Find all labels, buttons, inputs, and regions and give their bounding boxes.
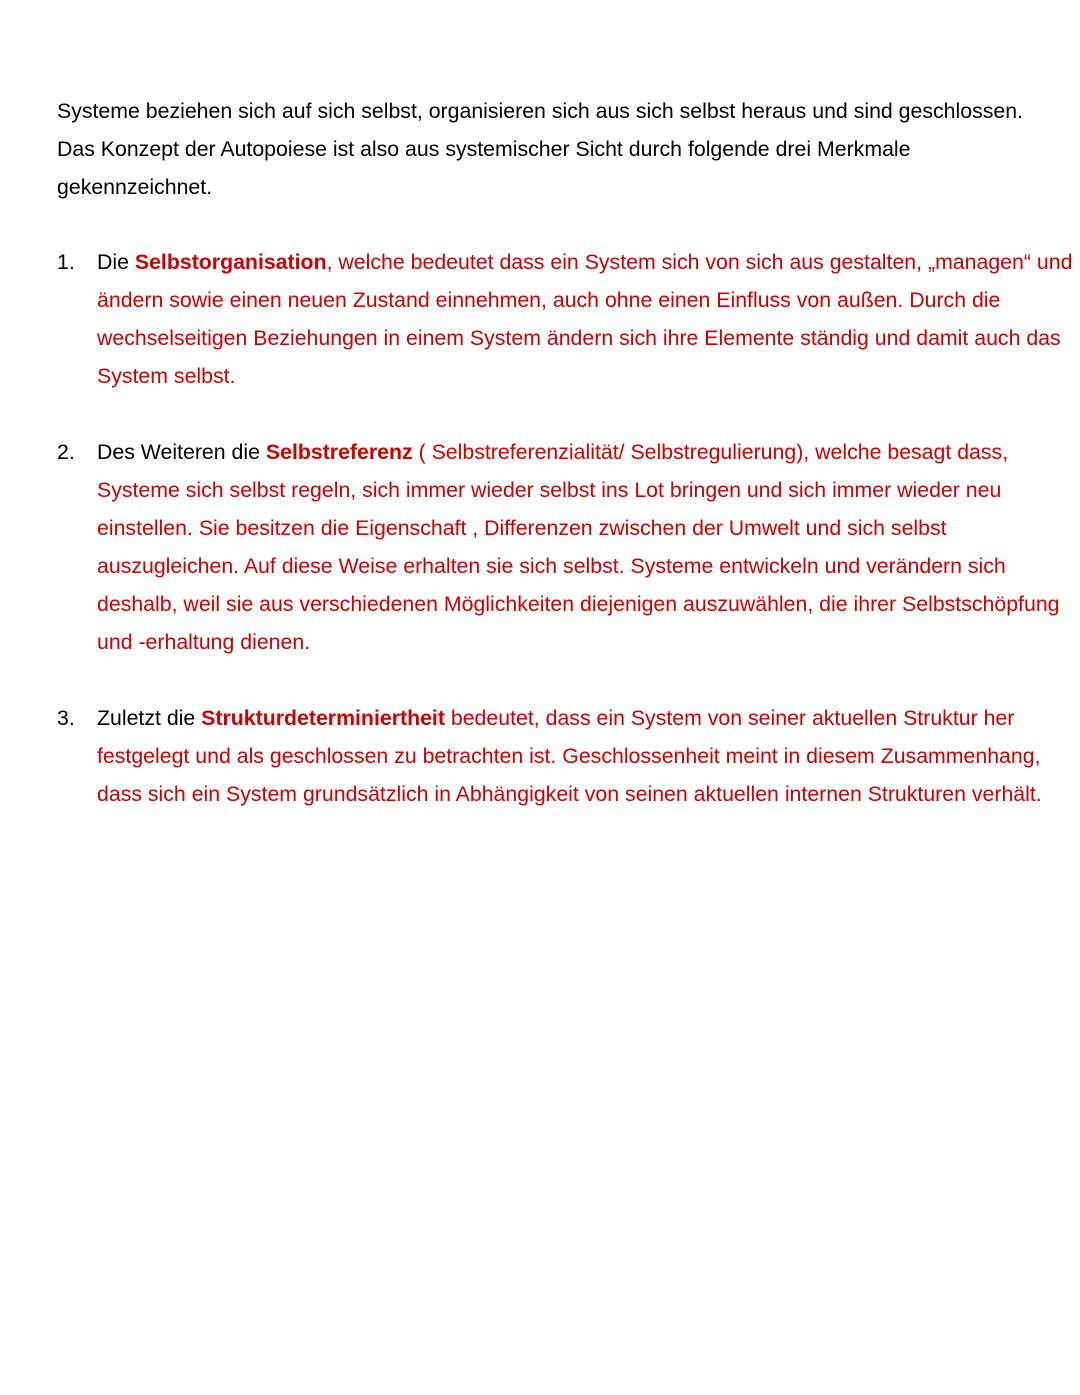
item-lead: Des Weiteren die [97, 440, 266, 464]
item-number: 1. [57, 250, 75, 274]
item-text: ( Selbstreferenzialität/ Selbstregulierung), welche besagt dass, Systeme sich selbst regeln, sich immer wieder selbst ins Lot bringen und sich immer wieder neu einstellen. Sie besitzen die Eigenschaft , Differenzen zwischen der Umwelt und sich selbst auszugleichen. Auf diese Weise erhalten sie sich selbst. Systeme entwickeln und verändern sich deshalb, weil sie aus verschiedenen Möglichkeiten diejenigen auszuwählen, die ihrer Selbstschöpfung und -erhaltung dienen. [97, 440, 1060, 654]
item-term: Selbstreferenz [265, 440, 413, 464]
item-lead: Zuletzt die [97, 706, 202, 730]
item-number: 3. [57, 706, 75, 730]
item-text: , welche bedeutet dass ein System sich von sich aus gestalten, „managen“ und ändern sowie einen neuen Zustand einnehmen, auch ohne einen Einfluss von außen. Durch die wechselseitigen Beziehungen in einem System ändern sich ihre Elemente ständig und damit auch das System selbst. [97, 250, 1073, 388]
item-text: bedeutet, dass ein System von seiner aktuellen Struktur her festgelegt und als geschlossen zu betrachten ist. Geschlossenheit meint in diesem Zusammenhang, dass sich ein System grundsätzlich in Abhängigkeit von seinen aktuellen internen Strukturen verhält. [97, 706, 1042, 806]
item-number: 2. [57, 440, 75, 464]
item-lead: Die [97, 250, 135, 274]
intro-paragraph: Systeme beziehen sich auf sich selbst, organisieren sich aus sich selbst heraus und sind geschlossen. Das Konzept der Autopoiese ist also aus systemischer Sicht durch folgende drei Merkmale gekennzeichnet. [57, 99, 1023, 199]
list-item [57, 243, 1080, 395]
list-item [57, 433, 1080, 661]
item-term: Strukturdeterminiertheit [201, 706, 445, 730]
list-item [57, 699, 1080, 813]
item-term: Selbstorganisation [134, 250, 327, 274]
